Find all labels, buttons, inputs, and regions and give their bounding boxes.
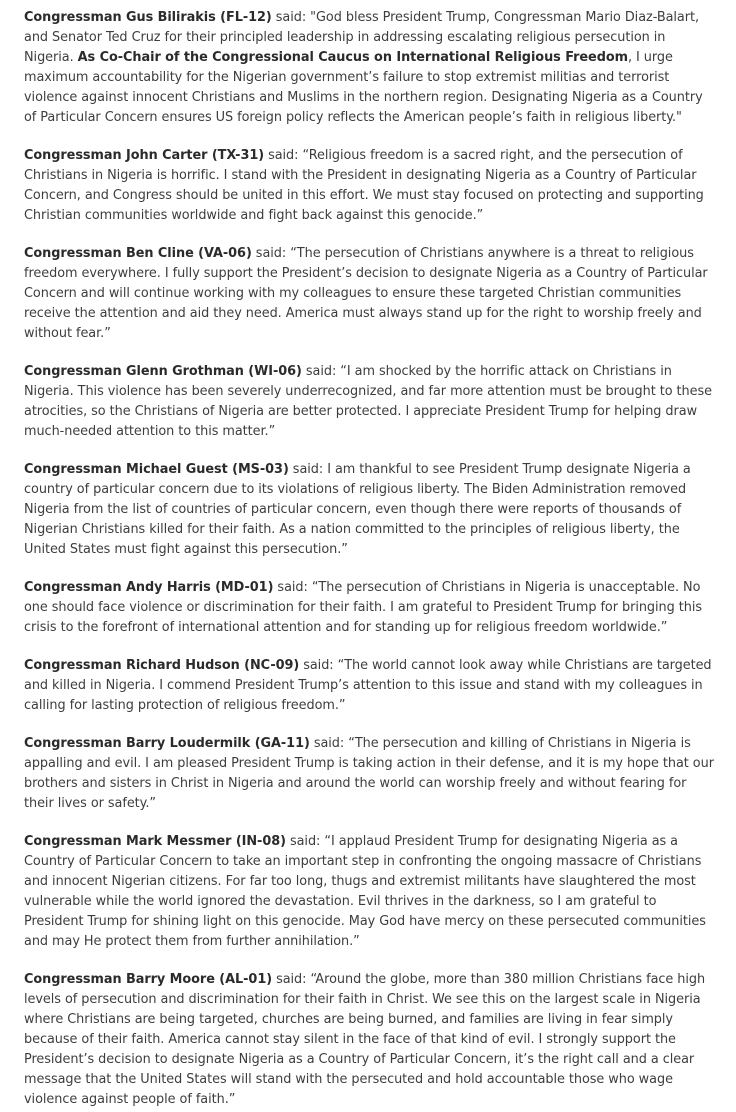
quote-text: “The world cannot look away while Christians are targeted and killed in Nigeria. I commend President Trump’s attention to this issue and stand with my colleagues in calling for lasting protection of religious freedom.”	[24, 658, 712, 713]
quote-text: “I applaud President Trump for designating Nigeria as a Country of Particular Concern to take an important step in confronting the ongoing massacre of Christians and innocent Nigerian citizens. For far too long, thugs and extremist militants have slaughtered the most vulnerable while the world ignored the devastation. Evil thrives in the darkness, so I am grateful to President Trump for shining light on this genocide. May God have mercy on these persecuted communities and may He protect them from further annihilation.”	[24, 834, 706, 949]
statement-moore	[24, 970, 716, 1110]
speaker-name: Congressman Michael Guest (MS-03)	[24, 462, 289, 477]
speaker-name: Congressman Mark Messmer (IN-08)	[24, 834, 286, 849]
said-label: said:	[251, 246, 291, 261]
said-label: said:	[264, 148, 303, 163]
said-label: said:	[301, 364, 341, 379]
statement-carter	[24, 146, 716, 226]
statement-cline	[24, 244, 716, 344]
said-label: said:	[288, 462, 328, 477]
said-label: said:	[271, 10, 311, 25]
speaker-name: Congressman Andy Harris (MD-01)	[24, 580, 274, 595]
said-label: said:	[285, 834, 325, 849]
statement-bilirakis	[24, 8, 716, 128]
statement-grothman	[24, 362, 716, 442]
statement-guest	[24, 460, 716, 560]
speaker-name: Congressman John Carter (TX-31)	[24, 148, 265, 163]
speaker-name: Congressman Ben Cline (VA-06)	[24, 246, 252, 261]
statement-harris	[24, 578, 716, 638]
speaker-name: Congressman Barry Moore (AL-01)	[24, 972, 273, 987]
quote-emphasis: As Co-Chair of the Congressional Caucus on International Religious Freedom	[77, 50, 628, 65]
speaker-name: Congressman Richard Hudson (NC-09)	[24, 658, 300, 673]
quote-text: “The persecution and killing of Christians in Nigeria is appalling and evil. I am pleased President Trump is taking action in their defense, and it is my hope that our brothers and sisters in Christ in Nigeria and around the world can worship freely and without fearing for their lives or safety.”	[24, 736, 714, 811]
statement-hudson	[24, 656, 716, 716]
said-label: said:	[309, 736, 349, 751]
quote-text: “Around the globe, more than 380 million Christians face high levels of persecution and discrimination for their faith in Christ. We see this on the largest scale in Nigeria where Christians are being targeted, churches are being burned, and families are living in fear simply because of their faith. America cannot stay silent in the face of that kind of evil. I strongly support the President’s decision to designate Nigeria as a Country of Particular Concern, it’s the right call and a clear message that the United States will stand with the persecuted and hold accountable those who wage violence against people of faith.”	[24, 972, 706, 1107]
statement-loudermilk	[24, 734, 716, 814]
quote-text: “The persecution of Christians in Nigeria is unacceptable. No one should face violence or discrimination for their faith. I am grateful to President Trump for bringing this crisis to the forefront of international attention and for standing up for religious freedom worldwide.”	[24, 580, 703, 635]
quote-text: "God bless President Trump, Congressman Mario Diaz-Balart, and Senator Ted Cruz for their principled leadership in addressing escalating religious persecution in Nigeria.	[24, 10, 699, 65]
statement-messmer	[24, 832, 716, 952]
quote-text: “Religious freedom is a sacred right, and the persecution of Christians in Nigeria is horrific. I stand with the President in designating Nigeria as a Country of Particular Concern, and Congress should be united in this effort. We must stay focused on protecting and supporting Christian communities worldwide and fight back against this genocide.”	[24, 148, 704, 223]
said-label: said:	[299, 658, 338, 673]
speaker-name: Congressman Barry Loudermilk (GA-11)	[24, 736, 310, 751]
quote-text: “I am shocked by the horrific attack on Christians in Nigeria. This violence has been severely underrecognized, and far more attention must be brought to these atrocities, so the Christians of Nigeria are better protected. I appreciate President Trump for helping draw much-needed attention to this matter.”	[24, 364, 712, 439]
quote-text: I am thankful to see President Trump designate Nigeria a country of particular concern due to its violations of religious liberty. The Biden Administration removed Nigeria from the list of countries of particular concern, even though there were reports of thousands of Nigerian Christians killed for their faith. As a nation committed to the principles of religious liberty, the United States must fight against this persecution.”	[24, 462, 691, 557]
said-label: said:	[273, 580, 312, 595]
speaker-name: Congressman Glenn Grothman (WI-06)	[24, 364, 302, 379]
quote-text-rest: , I urge maximum accountability for the Nigerian government’s failure to stop extremist militias and terrorist violence against innocent Christians and Muslims in the northern region. Designating Nigeria as a Country of Particular Concern ensures US foreign policy reflects the American people’s faith in religious liberty."	[24, 50, 703, 125]
speaker-name: Congressman Gus Bilirakis (FL-12)	[24, 10, 272, 25]
quote-text: “The persecution of Christians anywhere is a threat to religious freedom everywhere. I fully support the President’s decision to designate Nigeria as a Country of Particular Concern and will continue working with my colleagues to ensure these targeted Christian communities receive the attention and aid they need. America must always stand up for the right to worship freely and without fear.”	[24, 246, 708, 341]
said-label: said:	[272, 972, 311, 987]
